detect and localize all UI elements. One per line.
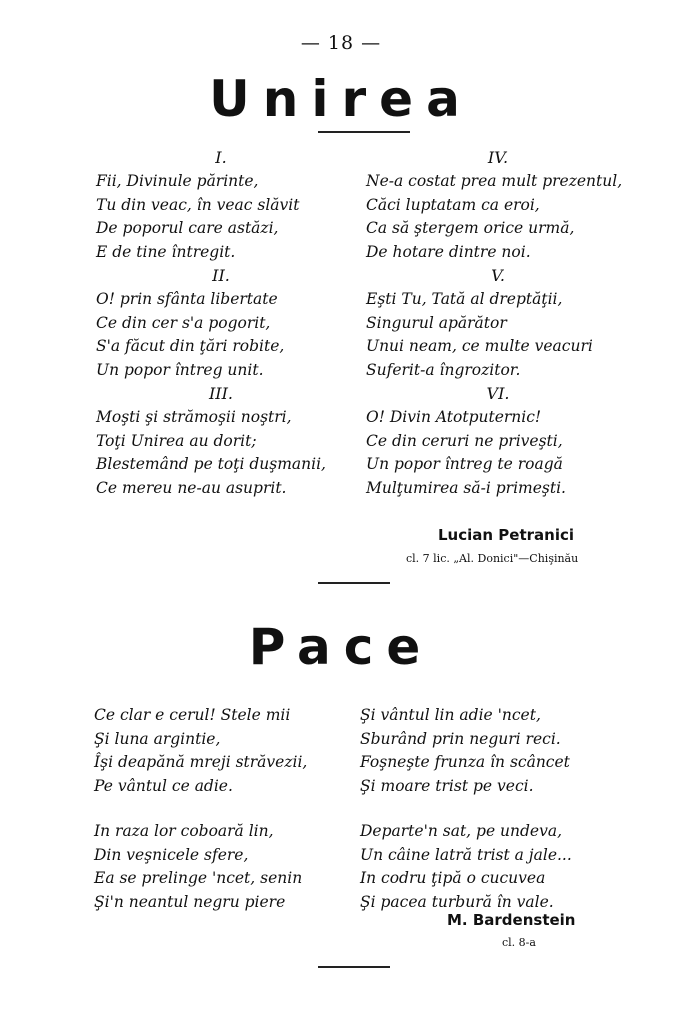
stanza [96, 146, 346, 264]
stanza [360, 704, 620, 798]
verse-line: Ne-a costat prea mult prezentul, [366, 172, 623, 190]
verse-line: Blestemând pe toţi duşmanii, [96, 455, 326, 473]
page-number: — 18 — [300, 32, 382, 54]
verse-line: Singurul apărător [366, 313, 507, 332]
verse-line: Ce mereu ne-au asuprit. [96, 478, 287, 497]
verse-line: Sburând prin neguri reci. [360, 729, 561, 748]
poem-title-unirea: Unirea [209, 70, 473, 128]
stanza [94, 820, 344, 914]
stanza-number: I. [215, 148, 227, 167]
poem2-author-affiliation: cl. 8-a [502, 936, 536, 949]
poem1-right-column [366, 146, 630, 500]
verse-line: Toţi Unirea au dorit; [96, 431, 257, 450]
poem2-right-column [360, 704, 620, 914]
verse-line: Şi vântul lin adie 'ncet, [360, 706, 541, 724]
verse-line: In codru ţipă o cucuvea [360, 869, 546, 887]
verse-line: Un câine latră trist a jale... [360, 845, 572, 864]
verse-line: E de tine întregit. [96, 242, 236, 261]
verse-line: Moşti şi strămoşii noştri, [96, 408, 292, 426]
stanza-number: VI. [486, 384, 510, 403]
verse-line: Un popor întreg te roagă [366, 455, 563, 473]
verse-line: De hotare dintre noi. [366, 242, 531, 261]
verse-line: Suferit-a îngrozitor. [366, 360, 521, 379]
stanza [94, 704, 344, 798]
verse-line: Foşneşte frunza în scâncet [360, 753, 570, 771]
verse-line: Ce din ceruri ne priveşti, [366, 431, 563, 450]
poem2-author: M. Bardenstein [447, 911, 576, 929]
verse-line: Eşti Tu, Tată al dreptăţii, [366, 290, 563, 308]
verse-line: O! prin sfânta libertate [96, 290, 278, 308]
verse-line: Şi moare trist pe veci. [360, 776, 534, 795]
poem-title-pace: Pace [248, 618, 434, 676]
stanza-number: IV. [487, 148, 509, 167]
verse-line: De poporul care astăzi, [96, 219, 279, 237]
verse-line: Ea se prelinge 'ncet, senin [94, 869, 303, 887]
stanza-number: V. [491, 266, 505, 285]
verse-line: Fii, Divinule părinte, [96, 172, 259, 190]
stanza [96, 382, 346, 500]
verse-line: Ce din cer s'a pogorit, [96, 313, 271, 332]
verse-line: Tu din veac, în veac slăvit [96, 195, 300, 214]
title-underline [318, 131, 410, 133]
bottom-divider [318, 966, 390, 968]
verse-line: In raza lor coboară lin, [94, 822, 274, 840]
verse-line: O! Divin Atotputernic! [366, 408, 542, 426]
stanza [366, 264, 630, 382]
verse-line: Unui neam, ce multe veacuri [366, 337, 593, 355]
verse-line: Departe'n sat, pe undeva, [360, 822, 563, 840]
stanza-number: II. [212, 266, 230, 285]
verse-line: Ce clar e cerul! Stele mii [94, 706, 291, 724]
verse-line: Şi luna argintie, [94, 729, 221, 748]
verse-line: Ca să ştergem orice urmă, [366, 219, 575, 237]
verse-line: Şi pacea turbură în vale. [360, 892, 554, 911]
verse-line: Mulţumirea să-i primeşti. [366, 478, 566, 497]
poem1-author-affiliation: cl. 7 lic. „Al. Donici"—Chişinău [406, 552, 579, 565]
verse-line: Pe vântul ce adie. [94, 776, 233, 795]
stanza [96, 264, 346, 382]
verse-line: Căci luptatam ca eroi, [366, 195, 540, 214]
stanza [366, 146, 630, 264]
verse-line: Îşi deapănă mreji străvezii, [94, 753, 308, 771]
poem2-left-column [94, 704, 344, 914]
verse-line: Din veşnicele sfere, [94, 845, 249, 864]
stanza [360, 820, 620, 914]
verse-line: S'a făcut din ţări robite, [96, 337, 285, 355]
section-divider [318, 582, 390, 584]
poem1-author: Lucian Petranici [438, 526, 575, 544]
stanza [366, 382, 630, 500]
verse-line: Şi'n neantul negru piere [94, 892, 286, 911]
stanza-number: III. [208, 384, 234, 403]
poem1-left-column [96, 146, 346, 500]
verse-line: Un popor întreg unit. [96, 360, 264, 379]
